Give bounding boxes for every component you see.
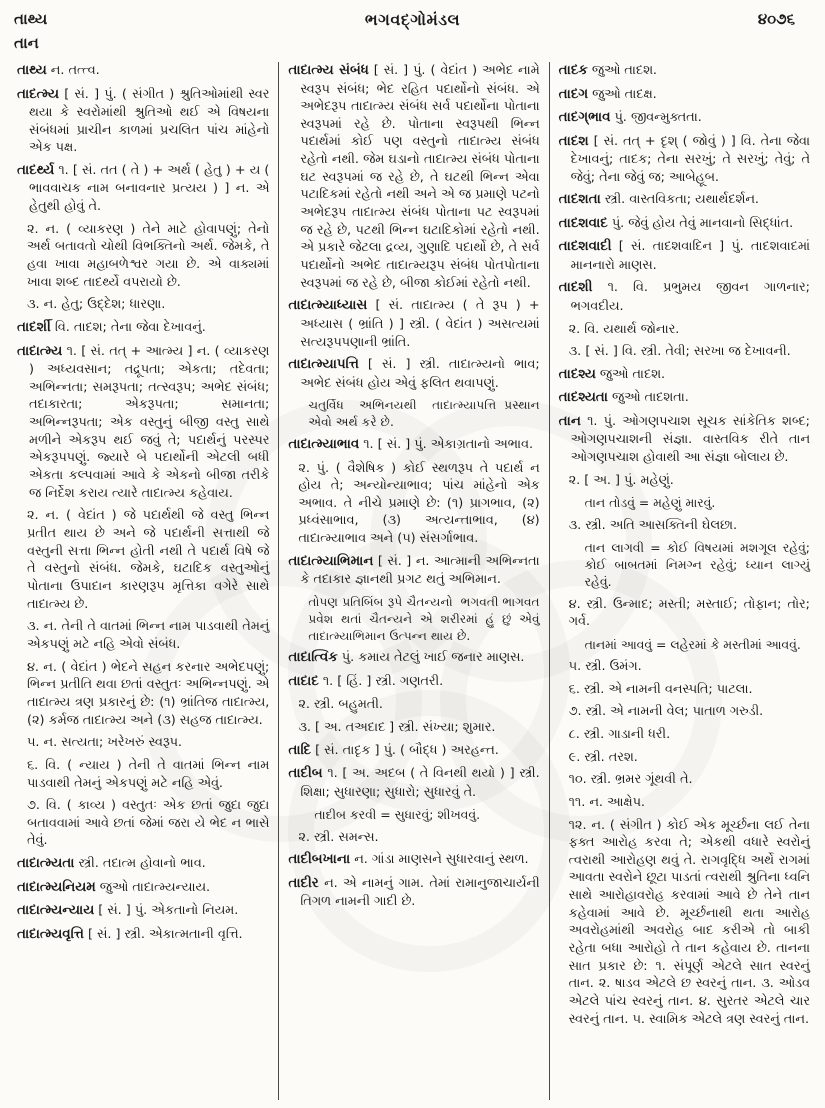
entry-paragraph [559,62,810,81]
entry-paragraph [288,742,539,761]
paragraph-text: ન. ગાંડા માણસને સુધારવાનું સ્થળ. [354,852,529,868]
paragraph-text: પું. જીવન્મુક્તતા. [614,110,702,125]
headword: તાથ્ય [17,63,47,78]
entry-paragraph [288,875,539,911]
headword: તાદીબ [288,766,323,782]
paragraph-text: ૪. ન. ( વેદાંત ) ભેદને સહન કરનાર અભેદપણું; ભિન્ન પ્રતીતિ થવા છતાં વસ્તુતઃ અભિન્નપણું. એ તાદાત્મ્ય ત્રણ પ્રકારનું છે: (૧) ભ્રાંતિજ તાદાત્મ્ય, (૨) કર્મજ તાદાત્મ્ય અને (૩) સહજ તાદાત્મ્ય. [27,659,270,728]
paragraph-text: સ્ત્રી. વાસ્તવિકતા; યથાર્થદર્શન. [604,192,759,208]
cite-paragraph [288,397,539,431]
citation-source: ભગવતી ભાગવત [460,594,540,609]
paragraph-text: ૨. પું. ( વૈશેષિક ) કોઈ સ્થળરૂપ તે પદાર્થ ન હોય તે; અન્યોન્યાભાવ; પાંચ માંહેનો એક અભાવ. તે નીચે પ્રમાણે છે: (૧) પ્રાગભાવ, (૨) પ્રધ્વંસાભાવ, (૩) અત્યન્તાભાવ, (૪) તાદાત્મ્યાભાવ અને (૫) સંસર્ગાભાવ. [298,460,540,547]
entry-paragraph [17,855,269,874]
entry-paragraph [17,879,269,898]
sense-paragraph [288,719,539,737]
sense-paragraph [559,749,810,767]
entry-paragraph [559,215,810,234]
headword: તાદાત્મ્યનિયમ [17,879,96,895]
headword: તાદાત્મ્યાભિમાન [288,553,374,569]
headword: તાદાત્મ્યવૃત્તિ [17,926,84,942]
paragraph-text: [ સં. ] સ્ત્રી. તાદાત્મ્યનો ભાવ; અભેદ સંબંધ હોય એવું ફલિત થવાપણું. [300,357,540,391]
idiom-paragraph [559,636,810,653]
paragraph-text: પું. કમાય તેટલું ખાઈ જનાર માણસ. [341,650,525,666]
entry-paragraph [559,279,810,315]
page-number: ૪૦૭૬ [757,10,795,28]
headword: તાદર્થ્ય [17,162,55,178]
citation-source: પ્રસ્થાન [504,398,540,413]
entry-paragraph [288,765,539,801]
paragraph-text: જુઓ તાદાત્મ્યન્યાય. [99,879,211,895]
sense-paragraph [17,659,269,730]
headword: તાદગ્‌ભાવ [558,110,611,125]
paragraph-text: ૪. સ્ત્રી. ઉન્માદ; મસ્તી; મસ્તાઈ; તોફાન; તોર; ગર્વ. [568,596,810,630]
paragraph-text: ૧. [ અ. અદબ ( તે વિનથી થયો ) ] સ્ત્રી. શિક્ષા; સુધારણા; સુધારો; સુધારવું તે. [300,766,540,800]
sense-paragraph [559,517,810,535]
column-3 [549,62,819,1100]
paragraph-text: ૨. ન. ( વ્યાકરણ ) તેને માટે હોવાપણું; તેનો અર્થ બતાવતો ચોથી વિભક્તિનો અર્થ. જેમકે, તે હવા ખાવા મહાબળેશ્વર ગયા છે. એ વાક્યમાં ખાવા શબ્દ તાદર્થ્યે વપરાયો છે. [27,221,270,290]
headword: તાદશ [558,133,589,149]
headword: તાદશતા [558,192,601,208]
entry-paragraph [288,436,539,455]
paragraph-text: ૭. વિ. ( કાવ્ય ) વસ્તુતઃ એક છતાં જુદા જુદા બતાવવામાં આવે છતાં જેમાં જરા યે ભેદ ન ભાસે તેવું. [27,798,270,849]
paragraph-text: ૫. સ્ત્રી. ઉમંગ. [568,658,642,674]
idiom-paragraph [559,494,810,511]
sense-paragraph [17,618,269,653]
entry-paragraph [17,926,269,945]
paragraph-text: ૨. [ અ. ] પું. મહેણું. [568,472,674,488]
headword: તાદત્મ્ય [17,86,59,102]
column-2 [278,62,548,1100]
paragraph-text: [ સં. તાદાત્મ્ય ( તે રૂપ ) + અધ્યાસ ( ભ્રાંતિ ) ] સ્ત્રી. ( વેદાંત ) અસત્યમાં સત્યરૂપપણાની ભ્રાંતિ. [300,298,540,350]
entry-paragraph [288,673,539,692]
entry-paragraph [17,902,269,921]
idiom-paragraph [559,539,810,590]
paragraph-text: પું. જેવું હોય તેવું માનવાનો સિદ્ધાંત. [611,215,794,231]
headword: તાદગ [558,86,589,102]
entry-paragraph [559,238,810,274]
sense-paragraph [559,703,810,721]
sense-paragraph [559,726,810,744]
catchword-top: તાથ્ય [14,10,48,28]
paragraph-text: ૩. ન. હેતુ; ઉદ્દેશ; ધારણા. [27,297,166,313]
paragraph-text: ૩. [ અ. તઅદાદ ] સ્ત્રી. સંખ્યા; શુમાર. [298,720,496,736]
paragraph-text: [ સં. ] સ્ત્રી. એકાત્મતાની વૃત્તિ. [87,926,243,942]
headword: તાદાત્મ્યાપત્તિ [288,357,359,373]
paragraph-text: ૧૦. સ્ત્રી. ભ્રમર ગૂંથવી તે. [568,772,693,788]
paragraph-text: તાન તોડવું = મહેણું મારવું. [584,495,716,511]
entry-paragraph [17,162,269,216]
paragraph-text: ન. એ નામનું ગામ. તેમાં રામાનુજાચાર્યની તિગળ નામની ગાદી છે. [300,875,540,910]
paragraph-text: તોપણ પ્રતિબિંબ રૂપે ચૈતન્યનો પ્રવેશ થતાં ચૈતન્યને એ શરીરમાં હું છું એવું તાદાત્મ્યાભિમાન ઉત્પન્ન થાય છે. [308,594,540,643]
sense-paragraph [17,296,269,314]
catchwords [14,10,274,52]
sense-paragraph [559,472,810,490]
paragraph-text: ૨. સ્ત્રી. બહુમતી. [298,697,383,713]
entry-paragraph [288,356,539,392]
headword: તાદાત્મ્યાભાવ [288,437,360,452]
paragraph-text: ૧. [ હિં. ] સ્ત્રી. ગણતરી. [322,673,444,689]
paragraph-text: ૧૧. ન. આક્ષેપ. [568,794,645,810]
sense-paragraph [559,771,810,789]
paragraph-text: ૫. ન. સત્યતા; ખરેખરું સ્વરૂપ. [27,735,182,751]
sense-paragraph [17,221,269,292]
sense-paragraph [288,829,539,847]
paragraph-text: ૯. સ્ત્રી. તરશ. [568,749,638,765]
paragraph-text: જુઓ તાદશતા. [612,390,689,406]
entry-paragraph [288,851,539,870]
entry-paragraph [288,649,539,668]
paragraph-text: ૧. વિ. પ્રભુમય જીવન ગાળનાર; ભગવદીય. [570,280,810,314]
headword: તાદાત્વિક [288,650,338,666]
sense-paragraph [559,596,810,631]
headword: તાદાત્મ્યન્યાય [17,903,95,919]
entry-paragraph [17,319,269,338]
sense-paragraph [17,507,269,613]
page-header [14,10,811,58]
catchword-bottom: તાન [14,34,39,52]
idiom-paragraph [288,806,539,823]
paragraph-text: ૬. સ્ત્રી. એ નામની વનસ્પતિ; પાટલા. [568,681,753,697]
paragraph-text: [ સં. ] પું. ( વેદાંત ) અભેદ નામે સ્વરૂપ સંબંધ; ભેદ રહિત પદાર્થોનો સંબંધ. એ અભેદરૂપ તાદાત્મ્ય સંબંધ સર્વ પદાર્થોના પોતાના સ્વરૂપમાં રહે છે. પોતાના સ્વરૂપથી ભિન્ન પદાર્થમાં કોઈ પણ વસ્તુનો તાદાત્મ્ય સંબંધ રહેતો નથી. જેમ ઘડાનો તાદાત્મ્ય સંબંધ પોતાના ઘટ સ્વરૂપમાં જ રહે છે, તે ઘટથી ભિન્ન એવા પટાદિકમાં રહેતો નથી અને એ જ પ્રમાણે પટનો અભેદરૂપ તાદાત્મ્ય સંબંધ પોતાના પટ સ્વરૂપમાં જ રહે છે, પટથી ભિન્ન ઘટાદિકોમાં રહેતો નથી. એ પ્રકારે જેટલા દ્રવ્ય, ગુણાદિ પદાર્થો છે, તે સર્વ પદાર્થોનો અભેદ તાદાત્મ્યરૂપ સંબંધ પોતપોતાના સ્વરૂપમાં જ રહે છે, બીજા કોઈમાં રહેતો નથી. [300,63,540,291]
paragraph-text: જુઓ તાદશ. [599,366,666,382]
paragraph-text: વિ. તાદશ; તેના જેવા દેખાવનું. [54,320,206,336]
entry-paragraph [17,86,269,157]
paragraph-text: [ સં. ] ન. આત્માની અભિન્નતા કે તદાકાર જ્ઞાનથી પ્રગટ થતું અભિમાન. [300,553,540,588]
paragraph-text: ૧૨. ન. ( સંગીત ) કોઈ એક મૂર્ચ્છના લઈ તેના ફક્ત આરોહ કરવા તે; એકથી વધારે સ્વરોનું ત્વરાથી આરોહણ થવું તે. રાગવૃદ્ધિ અર્થે રાગમાં આવતા સ્વરોને છૂટા પાડતાં ત્વરાથી શ્રુતિના ધ્વનિ સાથે આરોહાવરોહ કરવામાં આવે છે તેને તાન કહેવામાં આવે છે. મૂર્ચ્છનાથી થતા આરોહ અવરોહમાંથી અવરોહ બાદ કરીએ તો બાકી રહેતા બધા આરોહો તે તાન કહેવાય છે. તાનના સાત પ્રકાર છે: ૧. સંપૂર્ણ એટલે સાત સ્વરનું તાન. ૨. ષાડવ એટલે છ સ્વરનું તાન. ૩. ઓડવ એટલે પાંચ સ્વરનું તાન. ૪. સુરતર એટલે ચાર સ્વરનું તાન. ૫. સ્વામિક એટલે ત્રણ સ્વરનું તાન. [568,817,810,1027]
paragraph-text: ૧. પું. ઓગણપચાશ સૂચક સાંકેતિક શબ્દ; ઓગણપચાશની સંજ્ઞા. વાસ્તવિક રીતે તાન ઓગણપચાશ હોવાથી આ સંજ્ઞા બોલાય છે. [570,413,810,466]
cite-paragraph [288,594,539,644]
paragraph-text: ૩. [ સં. ] વિ. સ્ત્રી. તેવી; સરખા જ દેખાવની. [568,344,791,360]
headword: તાન [558,413,581,429]
paragraph-text: જુઓ તાદશ. [591,63,658,78]
entry-paragraph [559,133,810,187]
headword: તાદશ્યતા [558,390,608,406]
paragraph-text: ન. તત્ત્વ. [50,63,100,78]
entry-paragraph [288,62,539,292]
paragraph-text: ચતુર્વિધ અભિનયથી તાદાત્મ્યાપત્તિ એવો અર્થ કરે છે. [308,398,497,430]
entry-paragraph [559,191,810,210]
sense-paragraph [17,757,269,792]
sense-paragraph [17,734,269,752]
entry-paragraph [559,413,810,467]
paragraph-text: ૬. વિ. ( ન્યાય ) તેની તે વાતમાં ભિન્ન નામ પાડવાથી તેમનું એકપણું મટે નહિ એવું. [27,757,270,791]
headword: તાદાદ [288,673,319,689]
entry-paragraph [559,389,810,408]
paragraph-text: તાન લાગવી = કોઈ વિષયમાં મશગૂલ રહેવું; કોઈ બાબતમાં નિમગ્ન રહેવું; ધ્યાન લાગ્યું રહેવું. [584,540,810,590]
headword: તાદિ [288,742,311,758]
paragraph-text: ૧. [ સં. ] પું. એકાગ્રતાનો અભાવ. [363,437,534,452]
sense-paragraph [559,658,810,676]
paragraph-text: ૧. [ સં. તત ( તે ) + અર્થ ( હેતુ ) + ય ( ભાવવાચક નામ બનાવનાર પ્રત્યય ) ] ન. એ હેતુથી હોવું તે. [29,162,270,215]
paragraph-text: [ સં. ] પું. એકતાનો નિયમ. [98,903,239,919]
sense-paragraph [559,681,810,699]
paragraph-text: [ સં. તાદૃક ] પું. ( બૌદ્ધ ) અરહન્ત. [315,742,499,758]
paragraph-text: તાદીબ કરવી = સુધારવું; શીખવવું. [314,807,481,823]
entry-paragraph [559,86,810,105]
sense-paragraph [288,696,539,714]
headword: તાદાત્મ્યતા [17,856,75,872]
paragraph-text: ૨. સ્ત્રી. સમન્સ. [298,829,379,845]
entry-paragraph [559,366,810,385]
headword: તાદાત્મ્ય [17,343,63,359]
entry-paragraph [288,553,539,589]
sense-paragraph [559,343,810,361]
entry-paragraph [288,297,539,351]
entry-paragraph [17,62,269,81]
paragraph-text: ૩. સ્ત્રી. અતિ આસક્તિની ઘેલછા. [568,517,738,533]
paragraph-text: ૮. સ્ત્રી. ગાડાની ધરી. [568,726,671,742]
sense-paragraph [17,797,269,850]
sense-paragraph [559,817,810,1029]
paragraph-text: ૧. [ સં. તત્ + આત્મ્ય ] ન. ( વ્યાકરણ ) અધ્યવસાન; તદ્રૂપતા; એકતા; તદેવતા; અભિન્નતા; સમરૂપતા; તત્સ્વરૂપ; અભેદ સંબંધ; તદાકારતા; એકરૂપતા; સમાનતા; અભિન્નરૂપતા; એક વસ્તુનું બીજી વસ્તુ સાથે મળીને એકરૂપ થઈ જવું તે; પદાર્થનું પરસ્પર એકરૂપપણું. જ્યારે બે પદાર્થોની એટલી બધી એકતા કલ્પવામાં આવે કે એકનો બીજા તરીકે જ નિર્દેશ કરાય ત્યારે તાદાત્મ્ય કહેવાય. [29,343,270,501]
headword: તાદશવાદી [558,239,612,255]
headword: તાદર્શી [17,320,51,336]
sense-paragraph [288,460,539,548]
column-1 [8,62,278,1100]
paragraph-text: ૨. ન. ( વેદાંત ) જે પદાર્થથી જે વસ્તુ ભિન્ન પ્રતીત થાય છે અને જે પદાર્થની સત્તાથી જે વસ્તુની સત્તા ભિન્ન હોતી નથી તે પદાર્થ વિષે જે તે વસ્તુનો સંબંધ. જેમકે, ઘટાદિક વસ્તુઓનું પોતાના ઉપાદાન કારણરૂપ મૃત્તિકા વગેરે સાથે તાદાત્મ્ય છે. [27,508,270,612]
entry-paragraph [559,109,810,128]
headword: તાદશવાદ [558,215,608,231]
paragraph-text: ૨. વિ. યથાર્થ જોનાર. [568,321,680,337]
headword: તાદશ્ય [558,366,596,382]
text-columns [8,62,819,1100]
paragraph-text: [ સં. ] પું. ( સંગીત ) શ્રુતિઓમાંથી સ્વર થયા કે સ્વરોમાંથી શ્રુતિઓ થઈ એ વિષયના સંબંધમાં પ્રાચીન કાળમાં પ્રચલિત પાંચ માંહેનો એક પક્ષ. [29,86,270,156]
paragraph-text: સ્ત્રી. તદાત્મ હોવાનો ભાવ. [78,856,206,872]
headword: તાદક [558,63,588,78]
book-title: ભગવદ્ગોમંડલ [364,10,461,29]
paragraph-text: [ સં. તાદશવાદિન ] પું. તાદશવાદમાં માનનારો માણસ. [570,239,810,273]
paragraph-text: ૭. સ્ત્રી. એ નામની વેલ; પાતાળ ગરુડી. [568,704,764,720]
headword: તાદીબખાના [288,852,351,868]
headword: તાદાત્મ્યાધ્યાસ [288,298,368,314]
paragraph-text: ૩. ન. તેની તે વાતમાં ભિન્ન નામ પાડવાથી તેમનું એકપણું મટે નહિ એવો સંબંધ. [27,619,270,652]
sense-paragraph [559,794,810,812]
paragraph-text: તાનમાં આવવું = લહેરમાં કે મસ્તીમાં આવવું. [584,636,801,652]
headword: તાદીર [288,875,319,891]
entry-paragraph [17,343,269,503]
paragraph-text: [ સં. તત્ + દૃશ્ ( જોવું ) ] વિ. તેના જેવા દેખાવનું; તાદક; તેના સરખું; તે સરખું; તેવું; તે જેવું; તેના જેવું જ; આબેહૂબ. [570,133,810,185]
sense-paragraph [559,321,810,339]
headword: તાદાત્મ્ય સંબંધ [288,63,369,78]
paragraph-text: જુઓ તાદક્ષ. [592,86,657,102]
headword: તાદશી [558,280,593,296]
